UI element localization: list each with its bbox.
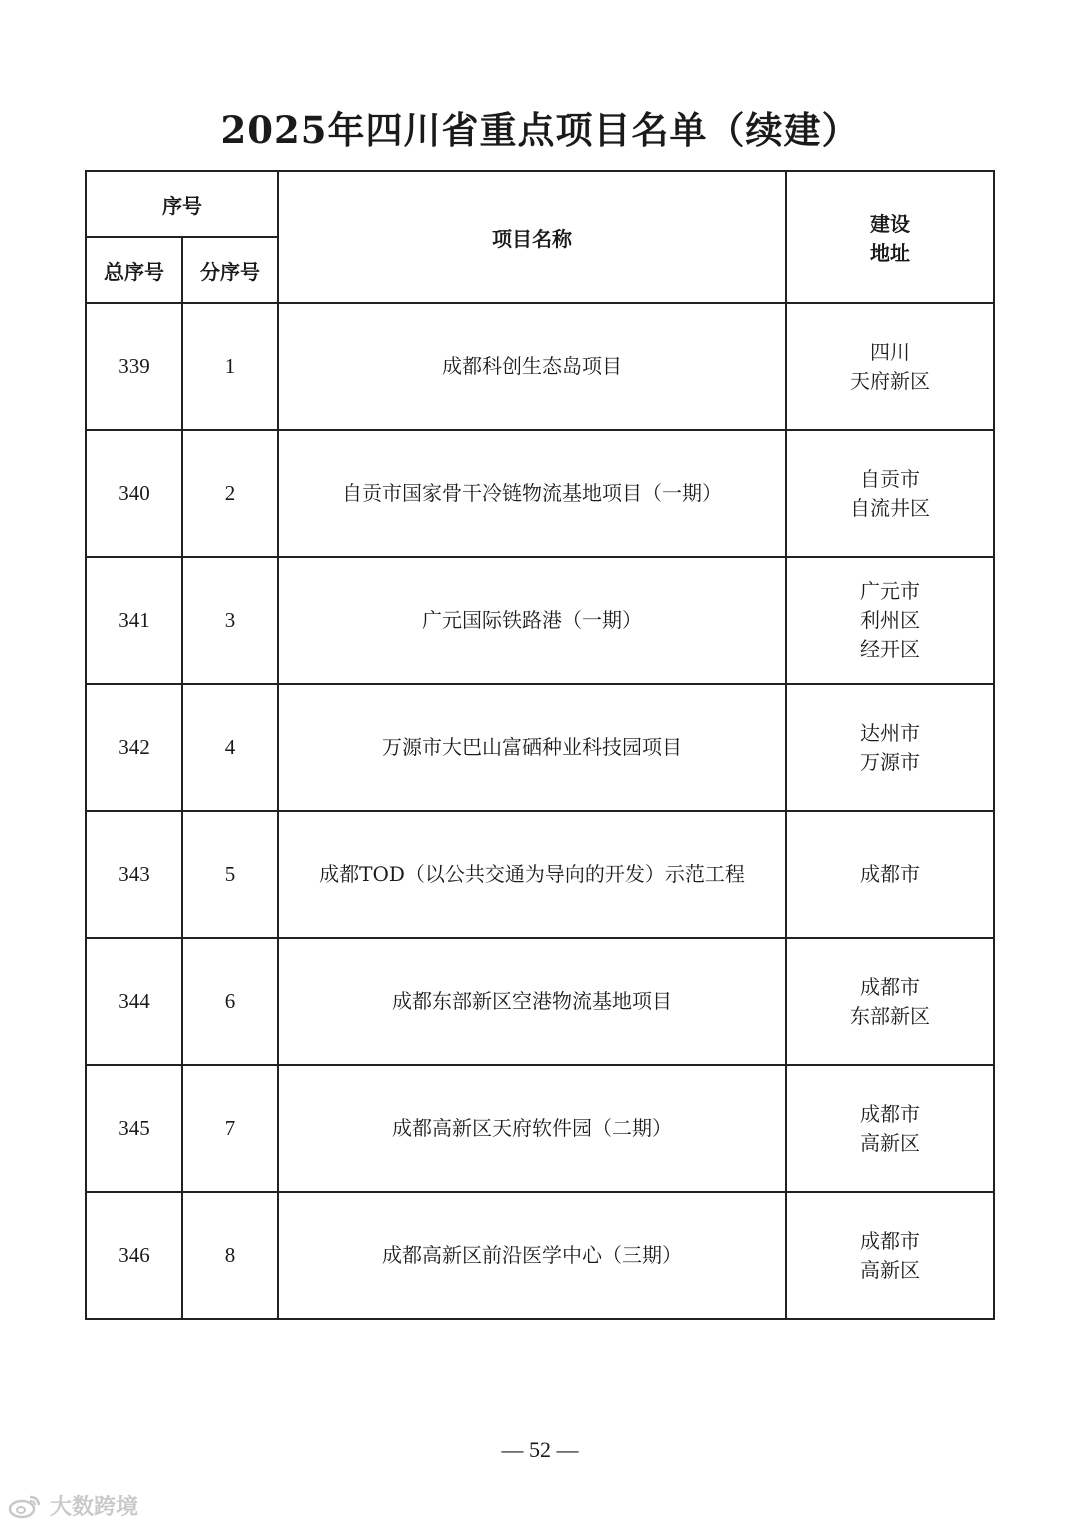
- total-seq-cell: 343: [86, 811, 182, 938]
- location-line: 东部新区: [850, 1003, 930, 1028]
- table-row: [86, 684, 994, 811]
- project-name-cell: 成都高新区前沿医学中心（三期）: [278, 1192, 786, 1319]
- total-seq-cell: 339: [86, 303, 182, 430]
- table-header: [86, 171, 994, 303]
- sub-seq-cell: 5: [182, 811, 278, 938]
- location-cell: [786, 430, 994, 557]
- location-line: 利州区: [860, 608, 920, 632]
- location-cell: [786, 557, 994, 684]
- location-cell: [786, 303, 994, 430]
- table-row: [86, 811, 994, 938]
- sub-seq-cell: 6: [182, 938, 278, 1065]
- projects-table: [85, 170, 995, 1320]
- total-seq-cell: 344: [86, 938, 182, 1065]
- header-location: [786, 171, 994, 303]
- location-cell: [786, 938, 994, 1065]
- header-sub-seq: 分序号: [182, 237, 278, 303]
- project-name-cell: 广元国际铁路港（一期）: [278, 557, 786, 684]
- table-row: [86, 557, 994, 684]
- total-seq-cell: 345: [86, 1065, 182, 1192]
- watermark-text: 大数跨境: [50, 1495, 139, 1520]
- project-name-cell: 成都东部新区空港物流基地项目: [278, 938, 786, 1065]
- location-cell: [786, 811, 994, 938]
- project-name-cell: 自贡市国家骨干冷链物流基地项目（一期）: [278, 430, 786, 557]
- total-seq-cell: 342: [86, 684, 182, 811]
- location-line: 万源市: [860, 749, 920, 774]
- location-cell: [786, 1192, 994, 1319]
- table-row: [86, 1065, 994, 1192]
- location-line: 四川: [870, 339, 910, 364]
- sub-seq-cell: 1: [182, 303, 278, 430]
- sub-seq-cell: 2: [182, 430, 278, 557]
- location-line: 自贡市: [860, 466, 920, 491]
- header-total-seq: 总序号: [86, 237, 182, 303]
- weibo-logo-icon: [8, 1493, 42, 1519]
- location-line: 经开区: [860, 637, 920, 661]
- location-line: 高新区: [860, 1130, 920, 1155]
- table-row: [86, 1192, 994, 1319]
- header-seq: 序号: [86, 171, 278, 237]
- page-title: 2025年四川省重点项目名单（续建）: [220, 108, 860, 152]
- sub-seq-cell: 4: [182, 684, 278, 811]
- page-number: — 52 —: [501, 1437, 579, 1462]
- table-row: [86, 303, 994, 430]
- total-seq-cell: 341: [86, 557, 182, 684]
- total-seq-cell: 346: [86, 1192, 182, 1319]
- table-row: [86, 430, 994, 557]
- project-name-cell: 成都科创生态岛项目: [278, 303, 786, 430]
- location-line: 成都市: [860, 1101, 920, 1126]
- location-line: 自流井区: [850, 495, 930, 520]
- table-body: [86, 303, 994, 1319]
- location-line: 成都市: [860, 974, 920, 999]
- location-line: 成都市: [860, 862, 920, 886]
- project-name-cell: 万源市大巴山富硒种业科技园项目: [278, 684, 786, 811]
- project-name-cell: 成都高新区天府软件园（二期）: [278, 1065, 786, 1192]
- watermark: [8, 1490, 138, 1521]
- header-location-line: 建设: [870, 212, 910, 236]
- location-cell: [786, 1065, 994, 1192]
- sub-seq-cell: 8: [182, 1192, 278, 1319]
- location-line: 成都市: [860, 1228, 920, 1253]
- location-line: 天府新区: [850, 368, 930, 393]
- total-seq-cell: 340: [86, 430, 182, 557]
- sub-seq-cell: 3: [182, 557, 278, 684]
- project-name-cell: 成都TOD（以公共交通为导向的开发）示范工程: [278, 811, 786, 938]
- location-line: 高新区: [860, 1257, 920, 1282]
- sub-seq-cell: 7: [182, 1065, 278, 1192]
- header-location-line: 地址: [870, 241, 910, 265]
- location-line: 达州市: [860, 720, 920, 745]
- header-project-name: 项目名称: [278, 171, 786, 303]
- table-row: [86, 938, 994, 1065]
- location-cell: [786, 684, 994, 811]
- location-line: 广元市: [860, 579, 920, 603]
